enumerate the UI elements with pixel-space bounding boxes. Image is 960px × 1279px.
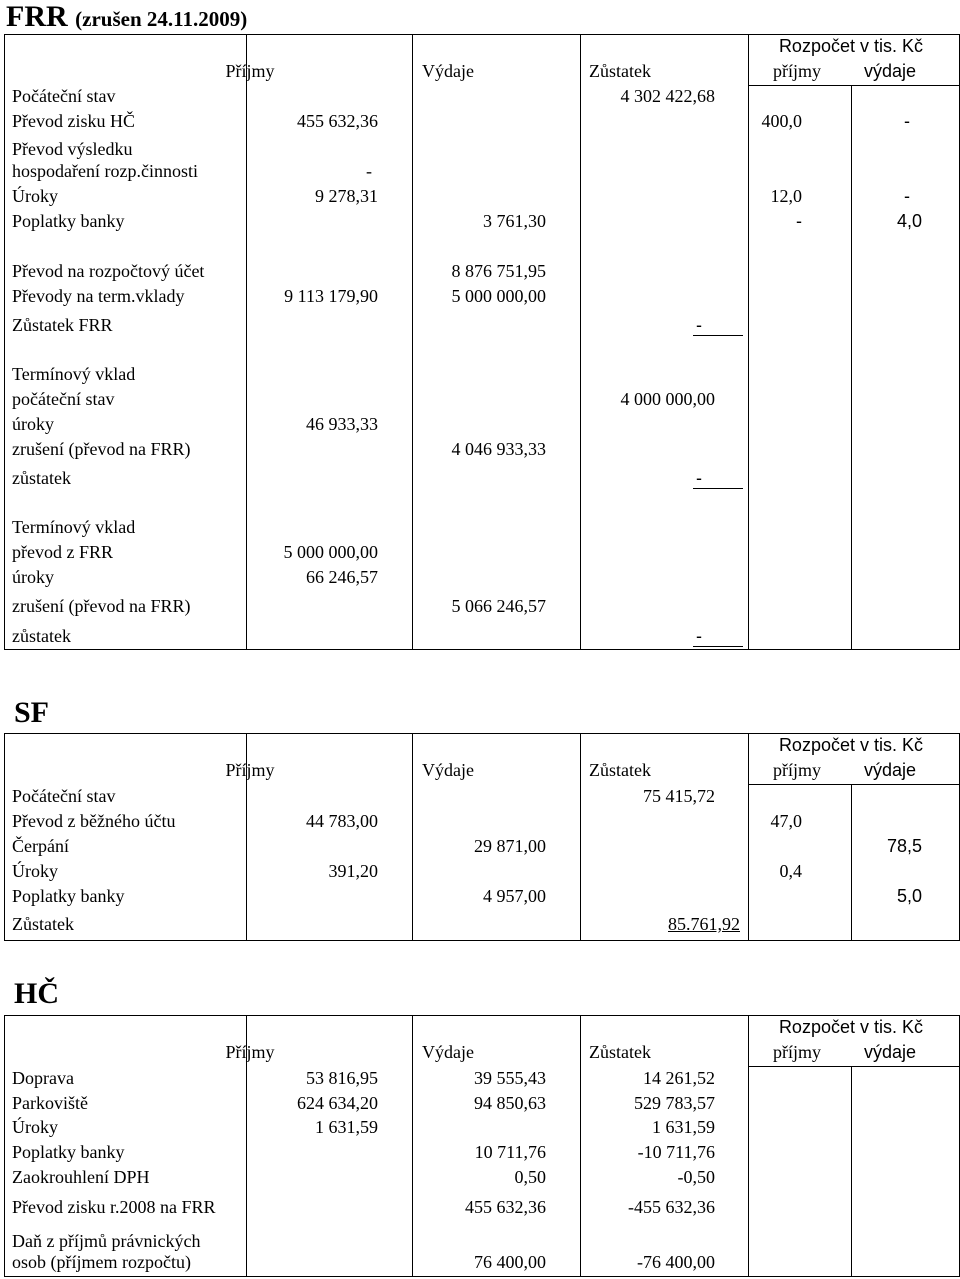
hc-cell-zustatek: 529 783,57 [634, 1093, 715, 1113]
frr-cell-prijmy: 9 278,31 [315, 186, 378, 206]
hc-cell-zustatek: 1 631,59 [652, 1117, 715, 1137]
tv2-row-label: zrušení (převod na FRR) [12, 596, 191, 616]
hc-row-label: Zaokrouhlení DPH [12, 1167, 150, 1187]
sf-cell-budget-prijmy: 47,0 [770, 811, 802, 831]
hc-budget-header: Rozpočet v tis. Kč [778, 1017, 923, 1037]
sf-row-label: Zůstatek [12, 914, 74, 934]
frr-col-budget-vydaje: výdaje [863, 61, 917, 81]
tv2-row-label: zůstatek [12, 626, 71, 646]
hc-cell-prijmy: 624 634,20 [297, 1093, 378, 1113]
tv2-cell-prijmy: 66 246,57 [306, 567, 378, 587]
hc-title: HČ [14, 977, 59, 1010]
hc-row-label: Daň z příjmů právnických [12, 1231, 201, 1251]
frr-row-label: Převod zisku HČ [12, 111, 135, 131]
sf-cell-budget-vydaje: 5,0 [896, 886, 922, 906]
tv1-row-label: zrušení (převod na FRR) [12, 439, 191, 459]
hc-col-zustatek: Zůstatek [589, 1042, 651, 1062]
frr-budget-header: Rozpočet v tis. Kč [778, 36, 923, 56]
frr-cell-zustatek: - [696, 315, 702, 335]
frr-col-budget-prijmy: příjmy [773, 61, 821, 81]
hc-col-prijmy: Příjmy [225, 1042, 275, 1062]
tv1-row-label: zůstatek [12, 468, 71, 488]
hc-cell-zustatek: 14 261,52 [643, 1068, 715, 1088]
sf-col-zustatek: Zůstatek [589, 760, 651, 780]
hc-cell-vydaje: 455 632,36 [465, 1197, 546, 1217]
sf-col-prijmy: Příjmy [225, 760, 275, 780]
sf-cell-budget-prijmy: 0,4 [779, 861, 802, 881]
frr-row-label: Převod na rozpočtový účet [12, 261, 205, 281]
tv1-cell-prijmy: 46 933,33 [306, 414, 378, 434]
frr-row-label: Převod výsledku [12, 139, 133, 159]
frr-cell-vydaje: 3 761,30 [483, 211, 546, 231]
hc-row-label: Úroky [12, 1117, 58, 1137]
sf-title: SF [14, 696, 50, 729]
hc-cell-zustatek: -10 711,76 [637, 1142, 715, 1162]
frr-cell-budget-prijmy: 400,0 [761, 111, 802, 131]
frr-cell-budget-prijmy: 12,0 [770, 186, 802, 206]
frr-cell-budget-vydaje: - [904, 186, 910, 206]
frr-cell-budget-vydaje: 4,0 [896, 211, 922, 231]
sf-row-label: Převod z běžného účtu [12, 811, 176, 831]
hc-row-label: Převod zisku r.2008 na FRR [12, 1197, 216, 1217]
page-title [6, 0, 247, 36]
hc-cell-vydaje: 39 555,43 [474, 1068, 546, 1088]
tv1-title: Termínový vklad [12, 364, 136, 384]
hc-row-label: Parkoviště [12, 1093, 88, 1113]
hc-col-budget-prijmy: příjmy [773, 1042, 821, 1062]
hc-cell-vydaje: 94 850,63 [474, 1093, 546, 1113]
frr-row-label: hospodaření rozp.činnosti [12, 161, 198, 181]
tv1-underline [693, 488, 743, 489]
hc-cell-zustatek: -455 632,36 [628, 1197, 715, 1217]
tv2-cell-prijmy: 5 000 000,00 [283, 542, 378, 562]
frr-cell-zustatek: 4 302 422,68 [620, 86, 715, 106]
tv2-title: Termínový vklad [12, 517, 136, 537]
sf-col-vydaje: Výdaje [422, 760, 474, 780]
sf-col-budget-prijmy: příjmy [773, 760, 821, 780]
frr-cell-budget-vydaje: - [904, 111, 910, 131]
sf-col-budget-vydaje: výdaje [863, 760, 917, 780]
title-note: (zrušen 24.11.2009) [75, 7, 248, 31]
hc-cell-zustatek: -0,50 [677, 1167, 715, 1187]
frr-row-label: Počáteční stav [12, 86, 116, 106]
frr-cell-budget-prijmy: - [796, 211, 802, 231]
frr-cell-prijmy: - [366, 161, 372, 181]
sf-cell-prijmy: 44 783,00 [306, 811, 378, 831]
frr-cell-prijmy: 455 632,36 [297, 111, 378, 131]
tv1-cell-vydaje: 4 046 933,33 [451, 439, 546, 459]
hc-cell-zustatek: -76 400,00 [637, 1252, 715, 1272]
tv1-row-label: počáteční stav [12, 389, 115, 409]
frr-row-label: Úroky [12, 186, 58, 206]
frr-table [4, 34, 960, 650]
sf-row-label: Poplatky banky [12, 886, 125, 906]
frr-row-label: Převody na term.vklady [12, 286, 185, 306]
tv2-cell-zustatek: - [696, 626, 702, 646]
hc-row-label: Doprava [12, 1068, 74, 1088]
sf-cell-prijmy: 391,20 [328, 861, 378, 881]
frr-cell-vydaje: 5 000 000,00 [451, 286, 546, 306]
hc-row-label: osob (příjmem rozpočtu) [12, 1252, 191, 1272]
tv1-cell-zustatek: 4 000 000,00 [620, 389, 715, 409]
hc-col-budget-vydaje: výdaje [863, 1042, 917, 1062]
tv2-row-label: převod z FRR [12, 542, 113, 562]
frr-underline [693, 335, 743, 336]
frr-row-label: Zůstatek FRR [12, 315, 113, 335]
hc-cell-vydaje: 76 400,00 [474, 1252, 546, 1272]
hc-cell-prijmy: 1 631,59 [315, 1117, 378, 1137]
title-main: FRR [6, 0, 68, 33]
tv2-row-label: úroky [12, 567, 54, 587]
tv2-underline [693, 646, 743, 647]
sf-row-label: Úroky [12, 861, 58, 881]
sf-row-label: Čerpání [12, 836, 69, 856]
frr-col-vydaje: Výdaje [422, 61, 474, 81]
sf-cell-budget-vydaje: 78,5 [886, 836, 922, 856]
sf-cell-vydaje: 29 871,00 [474, 836, 546, 856]
sf-cell-zustatek: 75 415,72 [643, 786, 715, 806]
hc-cell-vydaje: 0,50 [514, 1167, 546, 1187]
frr-col-prijmy: Příjmy [225, 61, 275, 81]
sf-budget-header: Rozpočet v tis. Kč [778, 735, 923, 755]
sf-row-label: Počáteční stav [12, 786, 116, 806]
frr-col-zustatek: Zůstatek [589, 61, 651, 81]
hc-cell-vydaje: 10 711,76 [474, 1142, 546, 1162]
frr-cell-prijmy: 9 113 179,90 [284, 286, 378, 306]
hc-cell-prijmy: 53 816,95 [306, 1068, 378, 1088]
tv1-cell-zustatek: - [696, 468, 702, 488]
sf-cell-vydaje: 4 957,00 [483, 886, 546, 906]
frr-cell-vydaje: 8 876 751,95 [451, 261, 546, 281]
tv2-cell-vydaje: 5 066 246,57 [451, 596, 546, 616]
frr-row-label: Poplatky banky [12, 211, 125, 231]
hc-row-label: Poplatky banky [12, 1142, 125, 1162]
tv1-row-label: úroky [12, 414, 54, 434]
hc-col-vydaje: Výdaje [422, 1042, 474, 1062]
sf-cell-zustatek: 85.761,92 [668, 914, 740, 934]
